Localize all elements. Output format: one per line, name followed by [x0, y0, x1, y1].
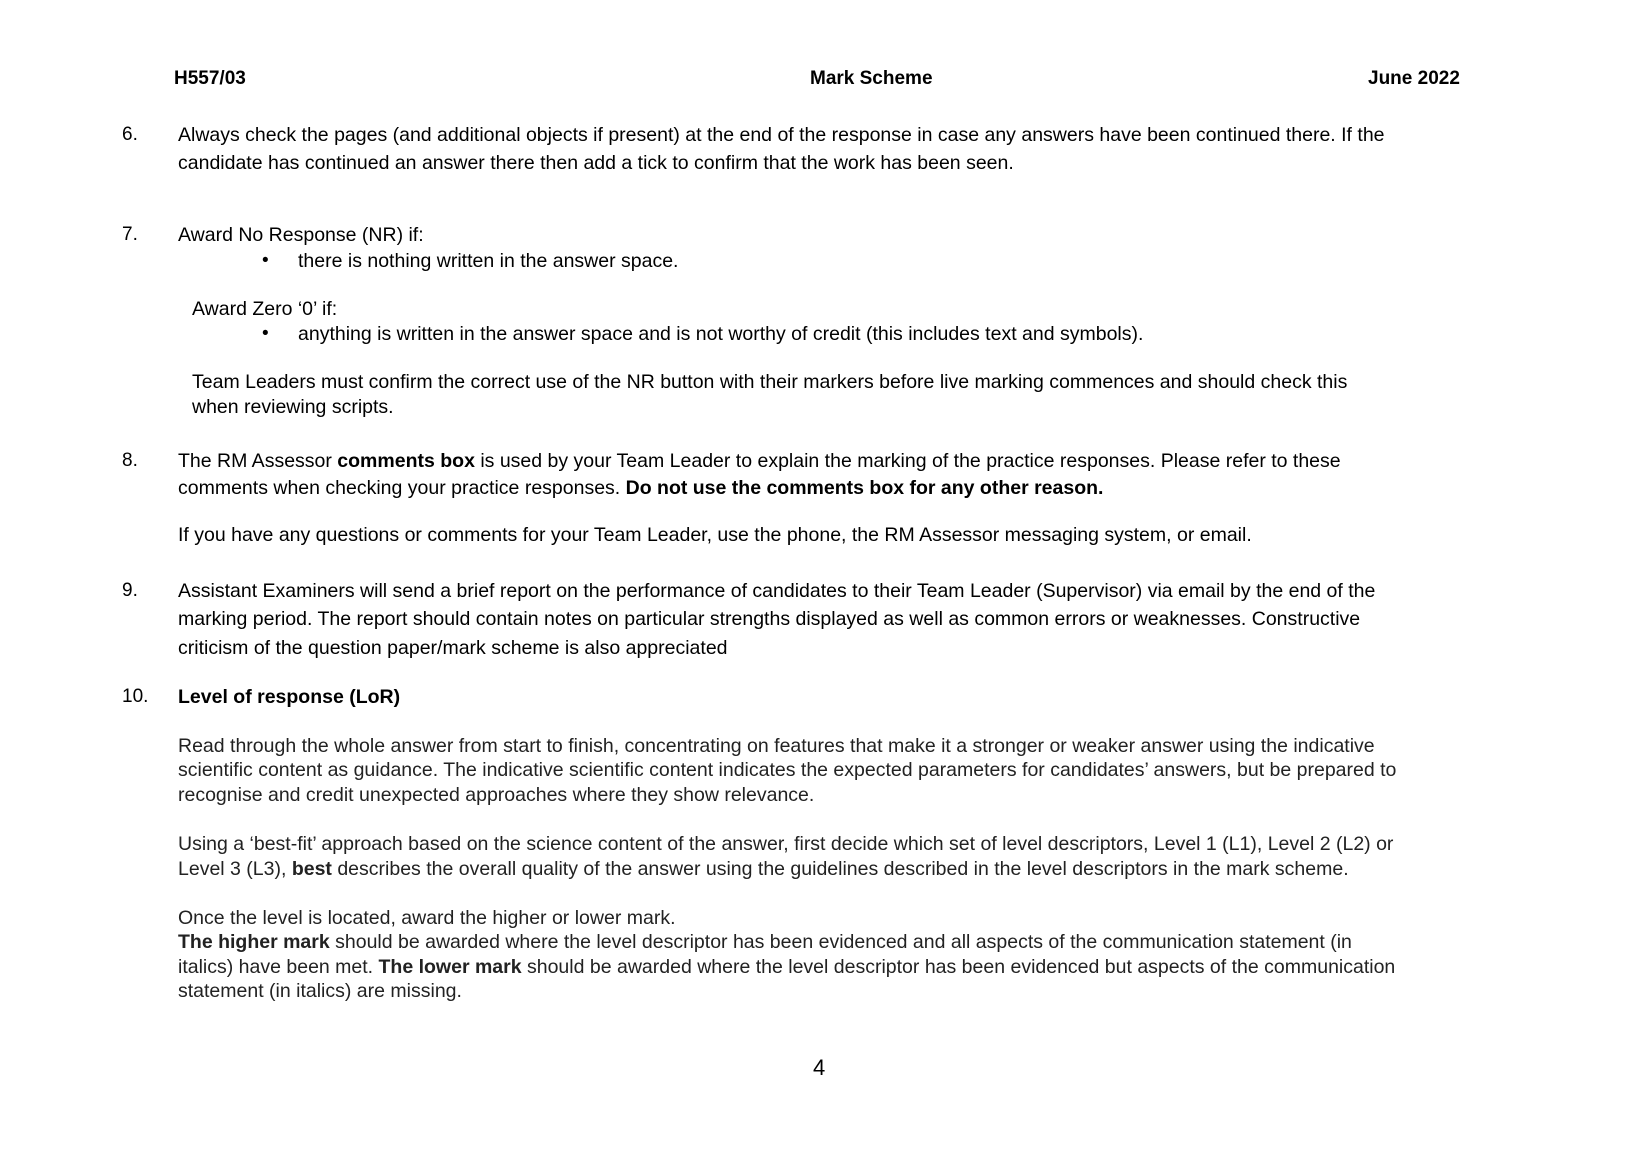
team-leaders-line-2: when reviewing scripts.: [192, 396, 394, 418]
zero-intro: Award Zero ‘0’ if:: [192, 298, 338, 320]
text-run: should be awarded where the level descriptor has been evidenced but aspects of the communication: [521, 956, 1396, 978]
text-run: comments when checking your practice responses.: [178, 477, 626, 499]
document-date: June 2022: [1368, 68, 1460, 89]
text-bold: Do not use the comments box for any other reason.: [625, 477, 1104, 499]
lor-p2-line-1: Using a ‘best-fit’ approach based on the science content of the answer, first decide which set of level descriptors, Level 1 (L1), Level 2 (L2) or: [178, 833, 1394, 855]
text-bold: The lower mark: [378, 956, 522, 978]
lor-p3-line-4: statement (in italics) are missing.: [178, 980, 462, 1002]
item-6-line-1: Always check the pages (and additional objects if present) at the end of the response in case any answers have been continued there. If the: [178, 124, 1385, 146]
text-run: should be awarded where the level descriptor has been evidenced and all aspects of the communication statement (in: [329, 931, 1352, 953]
text-run: The RM Assessor: [178, 450, 338, 472]
lor-p3-line-3: [178, 955, 1395, 980]
text-bold: The higher mark: [178, 931, 330, 953]
item-number: 6.: [122, 124, 138, 145]
document-code: H557/03: [174, 68, 246, 89]
lor-p1-line-1: Read through the whole answer from start to finish, concentrating on features that make it a stronger or weaker answer using the indicative: [178, 735, 1375, 757]
page-number: 4: [813, 1055, 826, 1080]
item-number: 8.: [122, 450, 138, 471]
team-leaders-line-1: Team Leaders must confirm the correct use of the NR button with their markers before live marking commences and should check this: [192, 371, 1348, 393]
item-number: 9.: [122, 580, 138, 601]
item-9-line-2: marking period. The report should contain notes on particular strengths displayed as well as common errors or weaknesses. Constructive: [178, 608, 1361, 630]
lor-p1-line-3: recognise and credit unexpected approaches where they show relevance.: [178, 784, 815, 806]
contact-line: If you have any questions or comments for your Team Leader, use the phone, the RM Assessor messaging system, or email.: [178, 524, 1252, 546]
text-bold: best: [291, 858, 332, 880]
item-9-line-1: Assistant Examiners will send a brief report on the performance of candidates to their Team Leader (Supervisor) via email by the end of the: [178, 580, 1376, 602]
bullet: •: [262, 323, 269, 344]
zero-bullet-text: anything is written in the answer space and is not worthy of credit (this includes text and symbols).: [298, 323, 1144, 345]
text-run: italics) have been met.: [178, 956, 379, 978]
item-number: 7.: [122, 224, 138, 245]
text-run: describes the overall quality of the answer using the guidelines described in the level descriptors in the mark scheme.: [331, 858, 1349, 880]
nr-bullet-text: there is nothing written in the answer space.: [298, 250, 679, 272]
bullet: •: [262, 250, 269, 271]
lor-p3-line-2: [178, 930, 1352, 955]
lor-p2-line-2: [178, 857, 1349, 882]
item-number: 10.: [122, 686, 149, 707]
item-8-line-2: [178, 475, 1103, 502]
text-run: is used by your Team Leader to explain the marking of the practice responses. Please refer to these: [474, 450, 1341, 472]
item-8-line-1: [178, 448, 1341, 475]
section-heading: Level of response (LoR): [178, 686, 401, 708]
lor-p3-line-1: Once the level is located, award the higher or lower mark.: [178, 907, 676, 929]
text-run: Level 3 (L3),: [178, 858, 292, 880]
document-title: Mark Scheme: [810, 68, 933, 89]
text-bold: comments box: [337, 450, 475, 472]
item-9-line-3: criticism of the question paper/mark scheme is also appreciated: [178, 637, 728, 659]
item-6-line-2: candidate has continued an answer there then add a tick to confirm that the work has been seen.: [178, 152, 1014, 174]
nr-intro: Award No Response (NR) if:: [178, 224, 424, 246]
lor-p1-line-2: scientific content as guidance. The indicative scientific content indicates the expected parameters for candidates’ answers, but be prepared to: [178, 759, 1397, 781]
